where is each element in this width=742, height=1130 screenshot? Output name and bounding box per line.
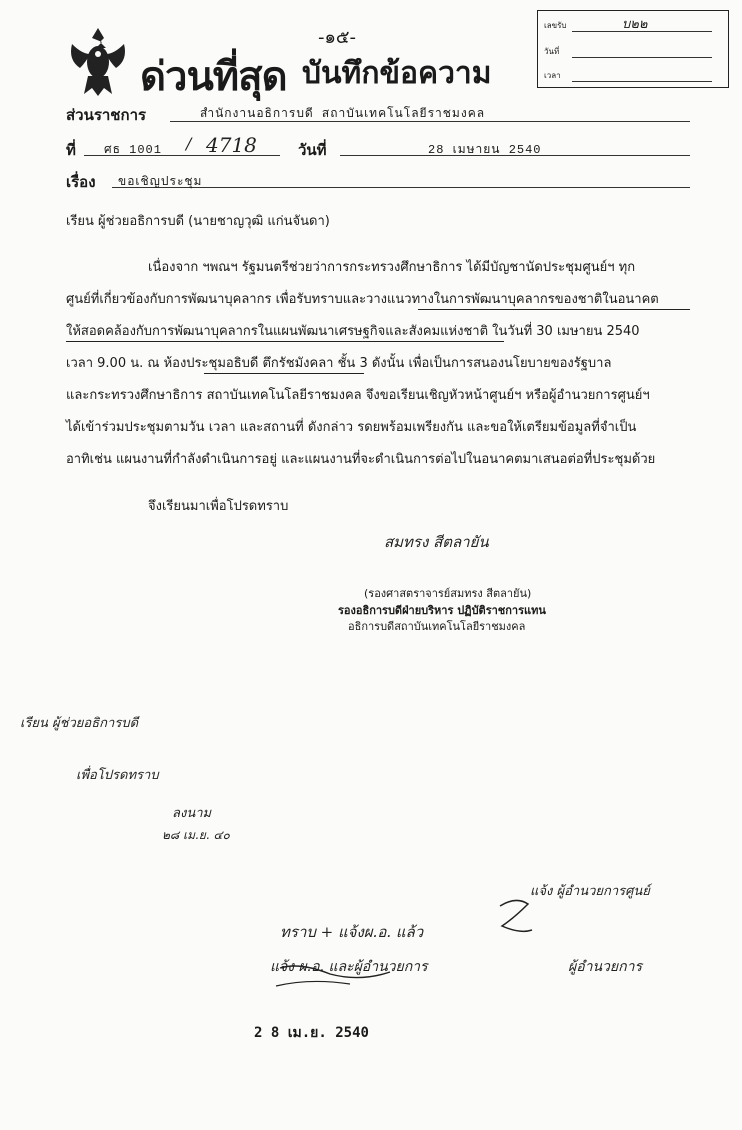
handwritten-note: แจ้ง ผู้อำนวยการศูนย์ — [530, 884, 650, 899]
body-line: ได้เข้าร่วมประชุมตามวัน เวลา และสถานที่ ดังกล่าว รดยพร้อมเพรียงกัน และขอให้เตรียมข้อมูลที่จำเป็น — [66, 420, 637, 435]
body-line: เนื่องจาก ฯพณฯ รัฐมนตรีช่วยว่าการกระทรวงศึกษาธิการ ได้มีบัญชานัดประชุมศูนย์ฯ ทุก — [148, 260, 636, 275]
date-label: วันที่ — [298, 141, 327, 159]
body-line: อาทิเช่น แผนงานที่กำลังดำเนินการอยู่ และแผนงานที่จะดำเนินการต่อไปในอนาคตมาเสนอต่อที่ประชุมด้วย — [66, 452, 656, 467]
stamp-date-label: วันที่ — [544, 47, 560, 56]
received-label: เลขรับ — [544, 21, 567, 30]
handwritten-note: ทราบ + แจ้งผ.อ. แล้ว — [280, 923, 424, 941]
memo-page: -๑๕- ด่วนที่สุด บันทึกข้อความ เลขรับ บ๒๒ วันที่ เวลา ส่วนราชการ สำนักงานอธิการบดี สถาบันเทคโนโลยีราชมงคล ที่ ศธ 1001 / 4718 วันที่ 28 เมษายน 2540 เรื่อง ขอเชิญประชุม เรียน ผู้ช่วยอธิการบดี (นายชาญวุฒิ แก่นจันดา) เนื่องจาก ฯพณฯ รัฐมนตรีช่วยว่าการกระทรวงศึกษาธิการ ได้มีบัญชานัดประชุมศูนย์ฯ ทุก ศูนย์ที่เกี่ยวข้องกับการพัฒนาบุคลากร เพื่อรับทราบและวางแนวทางในการพัฒนาบุคลากรของชาติในอนาคต ให้สอดคล้องกับการพัฒนาบุคลากรในแผนพัฒนาเศรษฐกิจและสังคมแห่งชาติ ในวันที่ 30 เมษายน 2540 เวลา 9.00 น. ณ ห้องประชุมอธิบดี ตึกรัชมังคลา ชั้น 3 ดังนั้น เพื่อเป็นการสนองนโยบายของรัฐบาล และกระทรวงศึกษาธิการ สถาบันเทคโนโลยีราชมงคล จึงขอเรียนเชิญหัวหน้าศูนย์ฯ หรือผู้อำนวยการศูนย์ฯ ได้เข้าร่วมประชุมตามวัน เวลา และสถานที่ ดังกล่าว รดยพร้อมเพรียงกัน และขอให้เตรียมข้อมูลที่จำเป็น อาทิเช่น แผนงานที่กำลังดำเนินการอยู่ และแผนงานที่จะดำเนินการต่อไปในอนาคตมาเสนอต่อที่ประชุมด้วย จึงเรียนมาเพื่อโปรดทราบ สมทรง สีตลายัน (รองศาสตราจารย์สมทรง สีตลายัน) รองอธิการบดีฝ่ายบริหาร ปฏิบัติราชการแทน อธิการบดีสถาบันเทคโนโลยีราชมงคล เรียน ผู้ช่วยอธิการบดี เพื่อโปรดทราบ ลงนาม ๒๘ เม.ย. ๔๐ ทราบ + แจ้งผ.อ. แล้ว แจ้ง ผู้อำนวยการศูนย์ แจ้ง ผ.อ. และผู้อำนวยการ ผู้อำนวยการ 2 8 เม.ย. 2540 — [0, 0, 742, 1130]
body-line: เวลา 9.00 น. ณ ห้องประชุมอธิบดี ตึกรัชมังคลา ชั้น 3 ดังนั้น เพื่อเป็นการสนองนโยบายของรัฐบาล — [66, 356, 612, 371]
subject-label: เรื่อง — [66, 173, 96, 191]
urgency-heading: ด่วนที่สุด — [140, 53, 287, 100]
handwritten-note: เพื่อโปรดทราบ — [76, 768, 159, 783]
department-value: สำนักงานอธิการบดี สถาบันเทคโนโลยีราชมงคล — [200, 107, 486, 121]
memo-title: บันทึกข้อความ — [302, 56, 492, 91]
garuda-emblem — [66, 24, 130, 98]
department-label: ส่วนราชการ — [66, 106, 147, 124]
signatory-organization: อธิการบดีสถาบันเทคโนโลยีราชมงคล — [348, 620, 526, 633]
signatory-name: (รองศาสตราจารย์สมทรง สีตลายัน) — [364, 587, 532, 600]
stamp-time-label: เวลา — [544, 71, 561, 80]
handwritten-note: ลงนาม — [172, 806, 212, 821]
closing-line: จึงเรียนมาเพื่อโปรดทราบ — [148, 499, 289, 514]
handwritten-note: ๒๘ เม.ย. ๔๐ — [162, 828, 230, 842]
ref-prefix: ศธ 1001 — [104, 143, 162, 157]
receipt-stamp — [537, 10, 729, 88]
body-line: ศูนย์ที่เกี่ยวข้องกับการพัฒนาบุคลากร เพื่อรับทราบและวางแนวทางในการพัฒนาบุคลากรของชาติในอนาคต — [66, 292, 659, 307]
ref-label: ที่ — [66, 141, 76, 159]
handwritten-note: ผู้อำนวยการ — [568, 959, 642, 975]
received-date-stamp: 2 8 เม.ย. 2540 — [254, 1025, 369, 1041]
salutation: เรียน ผู้ช่วยอธิการบดี (นายชาญวุฒิ แก่นจันดา) — [66, 214, 330, 229]
handwritten-note: แจ้ง ผ.อ. และผู้อำนวยการ — [270, 959, 428, 975]
body-line: ให้สอดคล้องกับการพัฒนาบุคลากรในแผนพัฒนาเศรษฐกิจและสังคมแห่งชาติ ในวันที่ 30 เมษายน 2540 — [66, 324, 640, 339]
date-value: 28 เมษายน 2540 — [428, 143, 542, 157]
sequence-number: -๑๕- — [318, 27, 357, 48]
signature-handwritten: สมทรง สีตลายัน — [384, 533, 489, 551]
signatory-position: รองอธิการบดีฝ่ายบริหาร ปฏิบัติราชการแทน — [338, 604, 546, 617]
handwritten-note: เรียน ผู้ช่วยอธิการบดี — [20, 716, 139, 731]
ref-number: 4718 — [206, 133, 257, 157]
body-line: และกระทรวงศึกษาธิการ สถาบันเทคโนโลยีราชมงคล จึงขอเรียนเชิญหัวหน้าศูนย์ฯ หรือผู้อำนวยการศูนย์ฯ — [66, 388, 650, 403]
received-number: บ๒๒ — [622, 17, 648, 32]
handwriting-strokes — [270, 870, 730, 1000]
subject-value: ขอเชิญประชุม — [118, 175, 203, 189]
